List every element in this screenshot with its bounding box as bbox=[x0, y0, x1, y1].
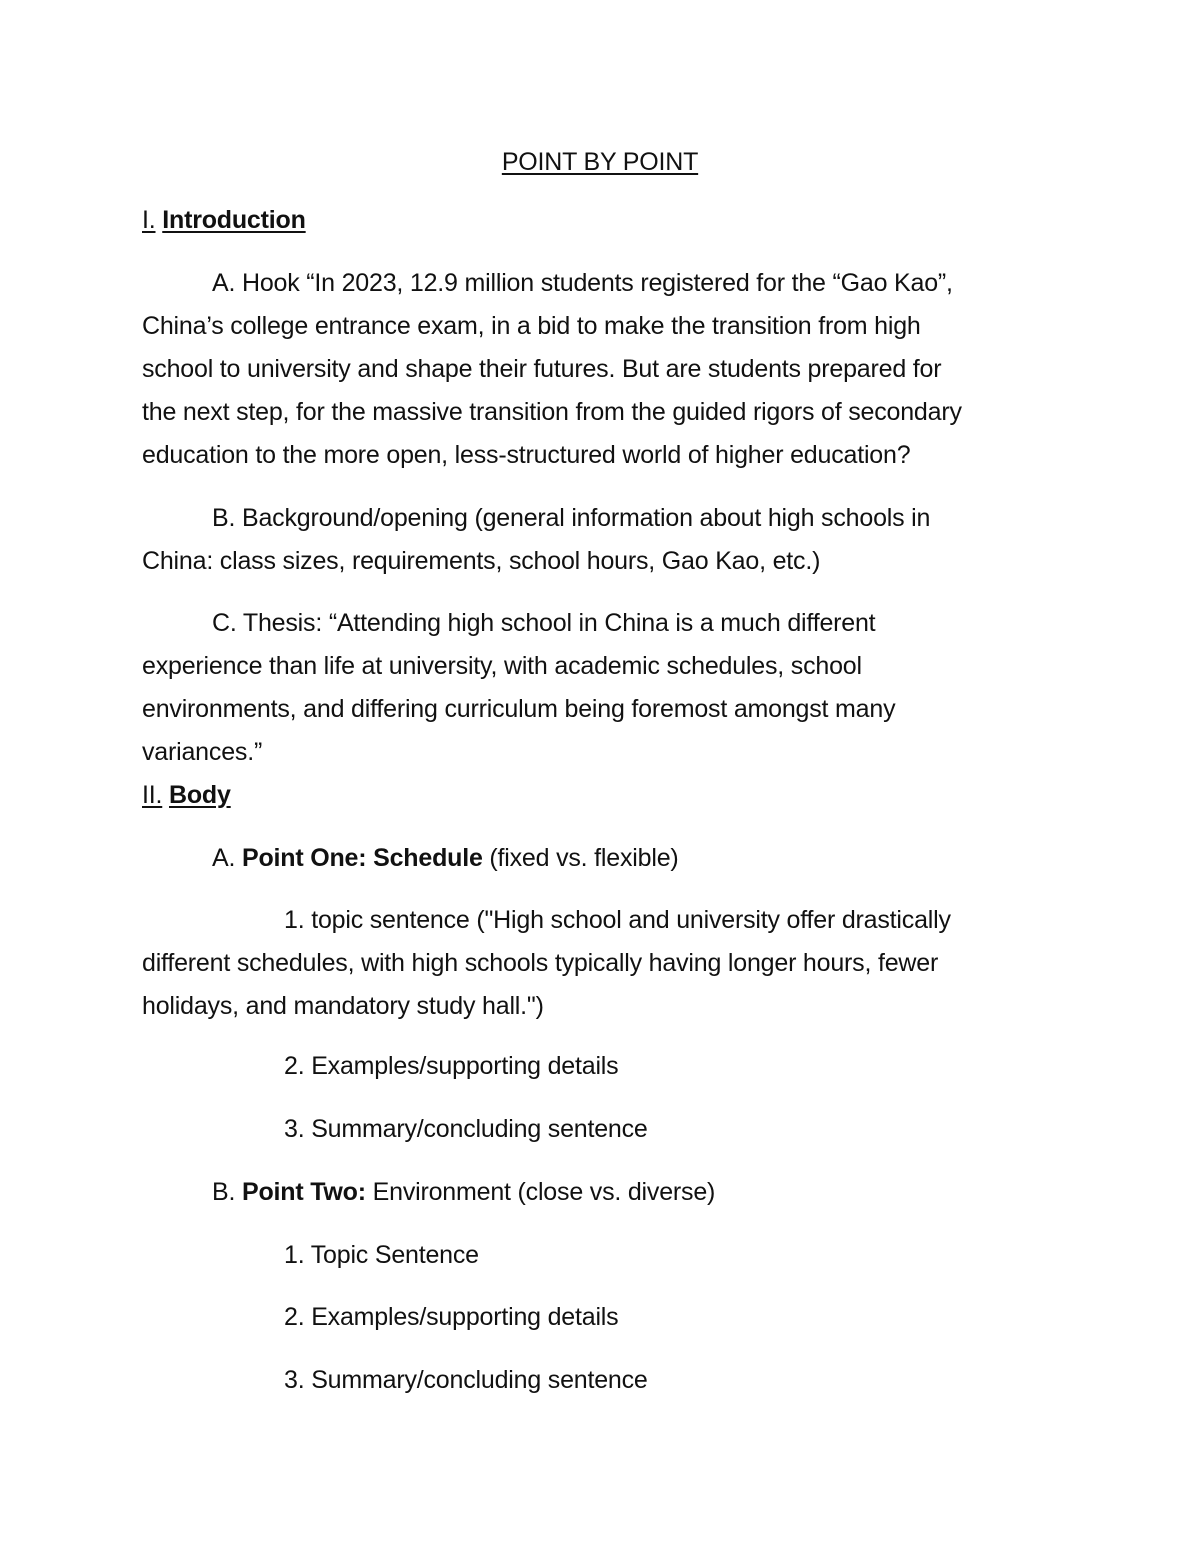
point-two-item-1: 1. Topic Sentence bbox=[284, 1241, 479, 1269]
point-one-heading bbox=[212, 843, 679, 873]
section-numeral: I. bbox=[142, 206, 156, 234]
section-heading-body bbox=[142, 780, 231, 810]
point-two-item-2: 2. Examples/supporting details bbox=[284, 1303, 619, 1331]
section-numeral: II. bbox=[142, 781, 163, 809]
point-description: (fixed vs. flexible) bbox=[489, 844, 679, 872]
page-title: POINT BY POINT bbox=[501, 148, 699, 176]
thesis-line-4: variances.” bbox=[142, 738, 263, 766]
point-one-topic-line-2: different schedules, with high schools typically having longer hours, fewer bbox=[142, 949, 939, 977]
point-one-topic-line-1: 1. topic sentence ("High school and university offer drastically bbox=[284, 906, 951, 934]
point-prefix: A. bbox=[212, 844, 236, 872]
thesis-line-3: environments, and differing curriculum being foremost amongst many bbox=[142, 695, 896, 723]
point-one-item-2: 2. Examples/supporting details bbox=[284, 1052, 619, 1080]
section-title: Body bbox=[169, 781, 231, 809]
hook-line-2: China’s college entrance exam, in a bid to make the transition from high bbox=[142, 312, 921, 340]
hook-line-1: A. Hook “In 2023, 12.9 million students registered for the “Gao Kao”, bbox=[212, 269, 953, 297]
hook-line-4: the next step, for the massive transition from the guided rigors of secondary bbox=[142, 398, 962, 426]
hook-line-5: education to the more open, less-structured world of higher education? bbox=[142, 441, 911, 469]
thesis-line-1: C. Thesis: “Attending high school in China is a much different bbox=[212, 609, 876, 637]
section-heading-introduction bbox=[142, 205, 306, 235]
point-one-item-3: 3. Summary/concluding sentence bbox=[284, 1115, 648, 1143]
point-label: Point One: Schedule bbox=[241, 844, 483, 872]
point-label: Point Two: bbox=[241, 1178, 366, 1206]
point-description: Environment (close vs. diverse) bbox=[372, 1178, 716, 1206]
point-two-item-3: 3. Summary/concluding sentence bbox=[284, 1366, 648, 1394]
thesis-line-2: experience than life at university, with academic schedules, school bbox=[142, 652, 862, 680]
point-one-topic-line-3: holidays, and mandatory study hall.") bbox=[142, 992, 544, 1020]
section-title: Introduction bbox=[162, 206, 306, 234]
point-prefix: B. bbox=[212, 1178, 236, 1206]
hook-line-3: school to university and shape their futures. But are students prepared for bbox=[142, 355, 942, 383]
point-two-heading bbox=[212, 1177, 715, 1207]
background-line-2: China: class sizes, requirements, school hours, Gao Kao, etc.) bbox=[142, 547, 821, 575]
background-line-1: B. Background/opening (general information about high schools in bbox=[212, 504, 931, 532]
